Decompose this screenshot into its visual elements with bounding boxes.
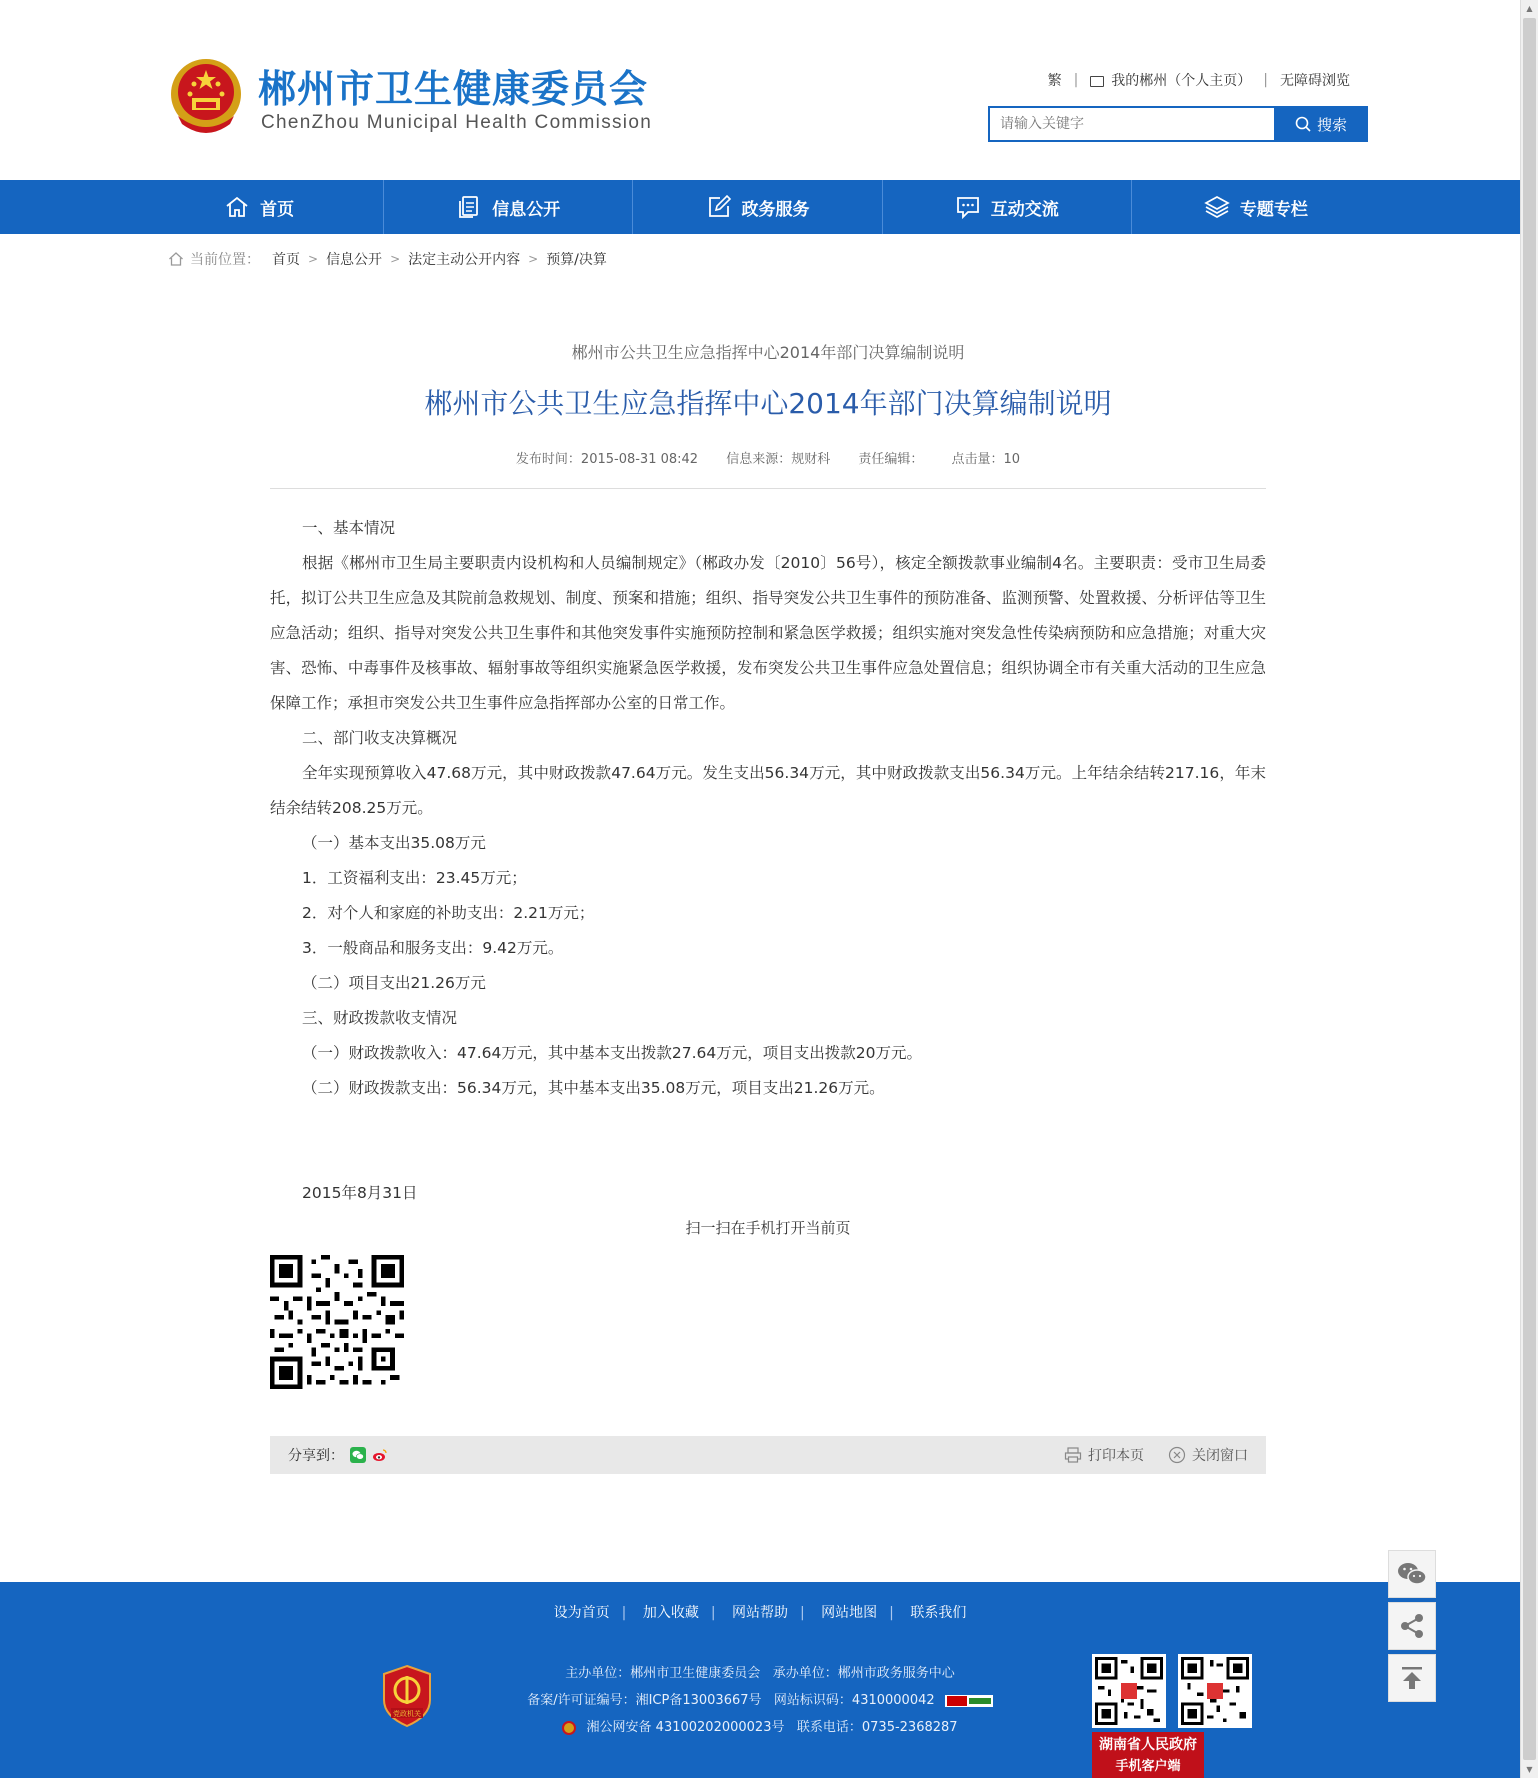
paragraph: 3．一般商品和服务支出：9.42万元。 [302,939,564,957]
paragraph: 1．工资福利支出：23.45万元； [302,869,527,887]
qr-code-image [1092,1654,1166,1728]
header [0,0,1520,180]
top-links [1048,70,1350,90]
print-label: 打印本页 [1088,1448,1144,1464]
monitor-icon [1090,76,1104,87]
hunan-gov-app-badge[interactable] [1092,1732,1204,1778]
breadcrumb-item-statutory[interactable]: 法定主动公开内容 [408,252,521,268]
scroll-thumb[interactable] [1523,18,1536,1760]
back-to-top-button[interactable] [1388,1654,1436,1702]
home-icon [168,251,184,267]
chevron-right-icon: > [528,252,539,266]
footer-phone: 联系电话：0735-2368287 [796,1720,958,1735]
nav-label: 信息公开 [492,199,561,220]
paragraph: （一）基本支出35.08万元 [302,834,486,852]
breadcrumb-item-info[interactable]: 信息公开 [326,252,383,268]
nav-item-info-disclosure[interactable] [384,180,633,234]
share-icon [1398,1612,1426,1640]
accessible-browsing-link[interactable]: 无障碍浏览 [1280,73,1350,89]
footer-info [0,1660,1520,1741]
wechat-icon[interactable] [350,1447,366,1463]
nav-item-special-topics[interactable] [1132,180,1380,234]
footer [0,1582,1520,1778]
footer-link-set-home[interactable]: 设为首页 [553,1605,610,1621]
search-bar [988,106,1368,142]
nav-label: 政务服务 [741,199,810,220]
chat-icon [955,194,981,220]
close-label: 关闭窗口 [1192,1448,1248,1464]
wechat-float-button[interactable] [1388,1550,1436,1598]
article [270,340,1266,1393]
footer-link-contact[interactable]: 联系我们 [910,1605,967,1621]
hunan-badge-line1: 湖南省人民政府 [1099,1737,1197,1753]
click-count: 点击量：10 [951,452,1021,467]
layers-icon [1204,194,1230,220]
my-chenzhou-link[interactable]: 我的郴州（个人主页） [1111,73,1252,89]
nav-label: 首页 [260,199,295,220]
nav-item-gov-services[interactable] [633,180,882,234]
footer-link-favorite[interactable]: 加入收藏 [642,1605,699,1621]
search-icon [1295,116,1311,132]
chevron-right-icon: > [390,252,401,266]
close-icon [1168,1446,1186,1464]
home-icon [224,194,250,220]
vertical-scrollbar[interactable] [1520,0,1538,1778]
national-emblem-logo[interactable] [168,54,244,138]
separator: | [1263,72,1268,88]
paragraph: 根据《郴州市卫生局主要职责内设机构和人员编制规定》（郴政办发〔2010〕56号），核定全额拨款事业编制4名。主要职责：受市卫生局委托，拟订公共卫生应急及其院前急救规划、制度、预案和措施；组织、指导突发公共卫生事件的预防准备、监测预警、处置救援、分析评估等卫生应急活动；组织、指导对突发公共卫生事件和其他突发事件实施预防控制和紧急医学救援；组织实施对突发急性传染病预防和应急措施；对重大灾害、恐怖、中毒事件及核事故、辐射事故等组织实施紧急医学救援，发布突发公共卫生事件应急处置信息；组织协调全市有关重大活动的卫生应急保障工作；承担市突发公共卫生事件应急指挥部办公室的日常工作。 [270,554,1266,712]
footer-icp[interactable]: 备案/许可证编号：湘ICP备13003667号 [527,1693,762,1708]
qr-code-image [1178,1654,1252,1728]
close-window-button[interactable] [1168,1445,1248,1465]
edit-icon [706,194,732,220]
wechat-icon [1397,1561,1427,1587]
share-float-button[interactable] [1388,1602,1436,1650]
arrow-up-icon [1398,1664,1426,1692]
qr-title: 扫一扫在手机打开当前页 [685,1219,851,1237]
footer-site-id: 网站标识码：4310000042 [773,1693,935,1708]
police-emblem-icon [562,1721,576,1735]
paragraph: （一）财政拨款收入：47.64万元，其中基本支出拨款27.64万元，项目支出拨款20万元。 [302,1044,922,1062]
document-icon [456,194,482,220]
publish-time: 发布时间：2015-08-31 08:42 [515,452,699,467]
paragraph: （二）项目支出21.26万元 [302,974,486,992]
footer-police[interactable]: 湘公网安备 43100202000023号 [586,1720,785,1735]
nav-item-interaction[interactable] [883,180,1132,234]
nav-label: 互动交流 [990,199,1059,220]
badge-label: 党政机关 [393,1710,421,1718]
qr-code-image [270,1255,404,1389]
breadcrumb-item-budget[interactable]: 预算/决算 [546,252,607,268]
paragraph: 2．对个人和家庭的补助支出：2.21万元； [302,904,595,922]
printer-icon [1064,1446,1082,1464]
article-date: 2015年8月31日 [302,1184,418,1202]
search-button-label: 搜索 [1316,115,1347,134]
article-content [270,511,1266,1211]
chevron-right-icon: > [308,252,319,266]
editor: 责任编辑： [858,452,924,467]
paragraph: 三、财政拨款收支情况 [302,1009,458,1027]
scroll-down-arrow-icon[interactable]: ▼ [1526,1765,1533,1774]
site-title-en: ChenZhou Municipal Health Commission [261,112,653,133]
traditional-chinese-link[interactable]: 繁 [1047,73,1062,89]
search-button[interactable] [1274,106,1368,142]
footer-links: 设为首页 | 加入收藏 | 网站帮助 | 网站地图 | 联系我们 [553,1605,967,1621]
hunan-badge-line2: 手机客户端 [1115,1759,1181,1774]
weibo-icon[interactable] [372,1447,388,1463]
article-subtitle: 郴州市公共卫生应急指挥中心2014年部门决算编制说明 [571,343,965,362]
footer-link-sitemap[interactable]: 网站地图 [821,1605,878,1621]
article-meta [270,448,1266,472]
side-toolbar [1388,1550,1436,1706]
cnzz-badge-icon[interactable] [945,1695,993,1707]
scroll-up-arrow-icon[interactable]: ▲ [1526,4,1533,13]
footer-sponsor: 主办单位：郴州市卫生健康委员会 [565,1666,761,1681]
footer-link-help[interactable]: 网站帮助 [732,1605,788,1621]
divider [270,488,1266,489]
breadcrumb [168,249,607,269]
footer-qr-group [1092,1654,1252,1728]
article-title: 郴州市公共卫生应急指挥中心2014年部门决算编制说明 [424,387,1112,420]
search-input[interactable] [988,106,1274,142]
footer-organizer: 承办单位：郴州市政务服务中心 [772,1666,955,1681]
share-bar [270,1436,1266,1474]
breadcrumb-label: 当前位置： [190,252,260,268]
paragraph: （二）财政拨款支出：56.34万元，其中基本支出35.08万元，项目支出21.26万元。 [302,1079,885,1097]
nav-item-home[interactable] [135,180,384,234]
site-title-cn[interactable]: 郴州市卫生健康委员会 [258,67,649,111]
share-label: 分享到： [288,1448,344,1464]
print-page-button[interactable] [1064,1445,1144,1465]
paragraph: 一、基本情况 [302,519,396,537]
info-source: 信息来源：规财科 [726,452,831,467]
paragraph: 全年实现预算收入47.68万元，其中财政拨款47.64万元。发生支出56.34万元，其中财政拨款支出56.34万元。上年结余结转217.16，年末结余结转208.25万元。 [270,764,1266,817]
breadcrumb-item-home[interactable]: 首页 [272,252,300,268]
nav-label: 专题专栏 [1239,199,1308,220]
main-nav [0,180,1520,234]
separator: | [1073,72,1079,88]
paragraph: 二、部门收支决算概况 [302,729,458,747]
